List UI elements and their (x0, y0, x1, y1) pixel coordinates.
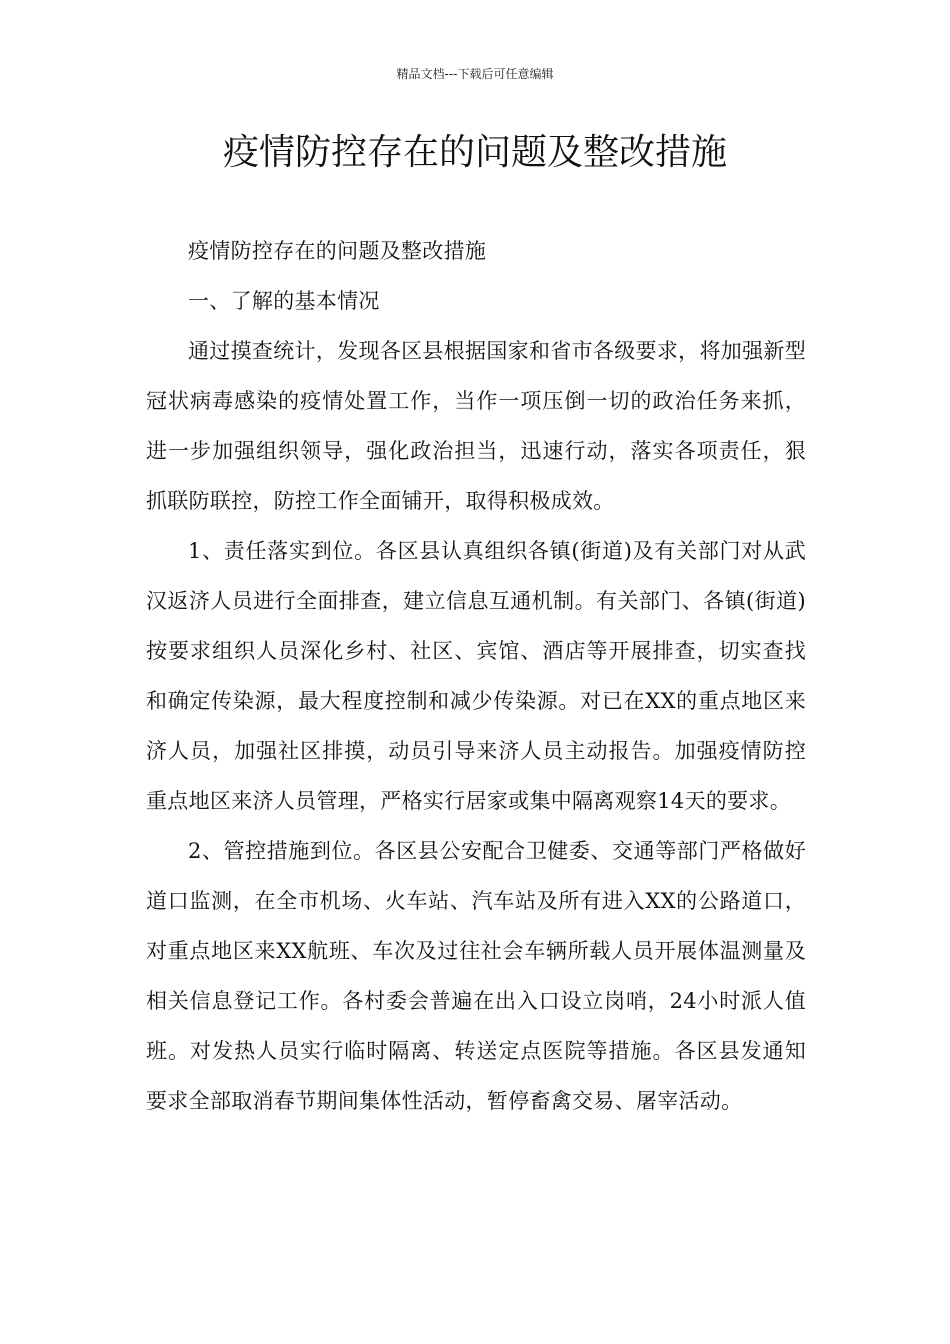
paragraph-item-1: 1、责任落实到位。各区县认真组织各镇(街道)及有关部门对从武汉返济人员进行全面排查，建立信息互通机制。有关部门、各镇(街道)按要求组织人员深化乡村、社区、宾馆、酒店等开展排查，切实查找和确定传染源，最大程度控制和减少传染源。对已在XX的重点地区来济人员，加强社区排摸，动员引导来济人员主动报告。加强疫情防控重点地区来济人员管理，严格实行居家或集中隔离观察14天的要求。 (146, 539, 806, 813)
paragraph-overview: 通过摸查统计，发现各区县根据国家和省市各级要求，将加强新型冠状病毒感染的疫情处置工作，当作一项压倒一切的政治任务来抓，进一步加强组织领导，强化政治担当，迅速行动，落实各项责任，狠抓联防联控，防控工作全面铺开，取得积极成效。 (146, 339, 806, 513)
document-title: 疫情防控存在的问题及整改措施 (222, 132, 727, 173)
header-note: 精品文档---下载后可任意编辑 (396, 67, 554, 81)
document-body (146, 226, 806, 1126)
paragraph-section-heading: 一、了解的基本情况 (188, 289, 380, 313)
paragraph-subtitle: 疫情防控存在的问题及整改措施 (188, 239, 487, 263)
paragraph-item-2: 2、管控措施到位。各区县公安配合卫健委、交通等部门严格做好道口监测，在全市机场、火车站、汽车站及所有进入XX的公路道口，对重点地区来XX航班、车次及过往社会车辆所载人员开展体温测量及相关信息登记工作。各村委会普遍在出入口设立岗哨，24小时派人值班。对发热人员实行临时隔离、转送定点医院等措施。各区县发通知要求全部取消春节期间集体性活动，暂停畜禽交易、屠宰活动。 (146, 839, 806, 1113)
